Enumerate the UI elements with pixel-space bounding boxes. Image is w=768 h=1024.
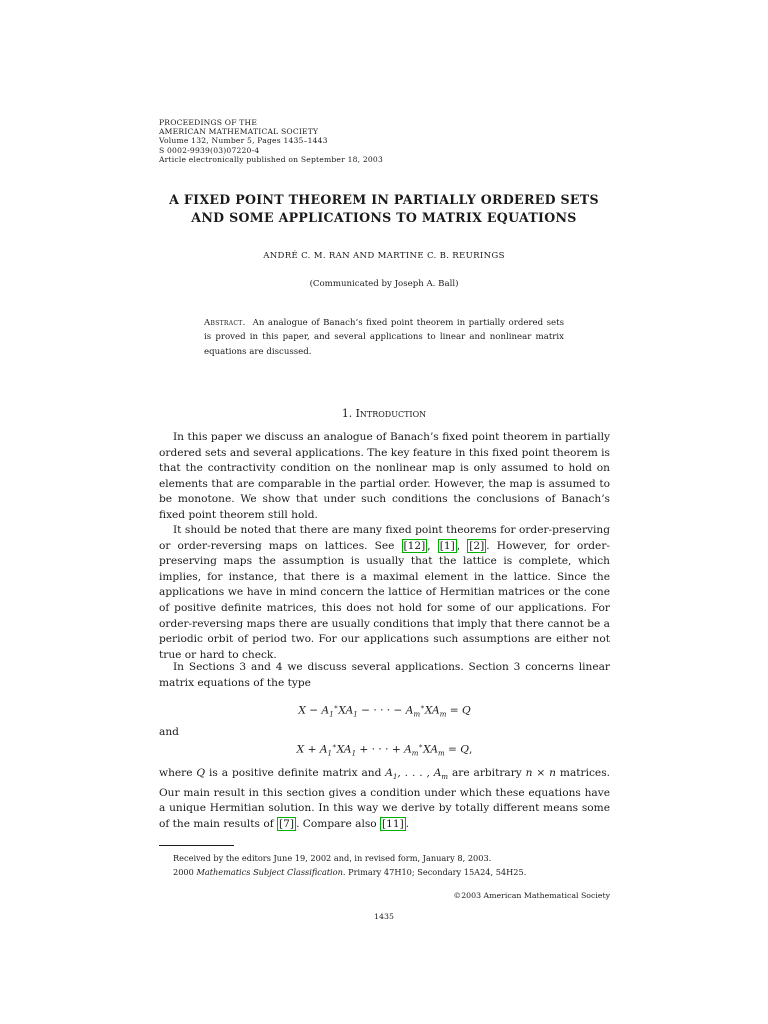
journal-masthead (159, 118, 559, 164)
equation-linear-minus: $X - A_1^∗XA_1$ − · · · − $A_m^∗XA_m = Q$ (298, 703, 471, 719)
citation-link[interactable]: [2] (469, 539, 485, 552)
title-line: A FIXED POINT THEOREM IN PARTIALLY ORDERED SETS (169, 192, 599, 207)
citation-link[interactable]: [7] (279, 817, 295, 830)
abstract-text: An analogue of Banach’s fixed point theorem in partially ordered sets is proved in this paper, and several applications to linear and nonlinear matrix equations are discussed. (204, 318, 564, 357)
abstract-label: Abstract. (204, 318, 246, 328)
communicated-by: (Communicated by Joseph A. Ball) (309, 279, 459, 289)
section-heading: 1. Introduction (341, 407, 427, 420)
body-paragraph: where Q is a positive definite matrix and $A_1$, . . . , $A_m$ are arbitrary n × n matrices. Our main result in this section gives a condition under which these equations have a unique Hermitian solution. In this way we derive by totally different means some of the main results of [7] . Compare also [11] . (159, 767, 610, 830)
citation-link[interactable]: [1] (439, 539, 455, 552)
masthead-line: Article electronically published on September 18, 2003 (159, 154, 383, 164)
footnotes (159, 852, 610, 879)
title-line: AND SOME APPLICATIONS TO MATRIX EQUATIONS (191, 210, 577, 225)
citation-link[interactable]: [12] (403, 539, 426, 552)
connector-text: and (159, 726, 179, 738)
body-paragraph: It should be noted that there are many fixed point theorems for order-preserving or order-reversing maps on lattices. See [12] , [1] , [2] . However, for order-preserving maps the assumption is usually that the lattice is complete, which implies, for instance, that there is a maximal element in the lattice. Since the applications we have in mind concern the lattice of Hermitian matrices or the cone of positive definite matrices, this does not hold for some of our applications. For order-reversing maps there are usually conditions that imply that there cannot be a periodic orbit of period two. For our applications such assumptions are either not true or hard to check. (159, 524, 610, 661)
body-paragraph: In this paper we discuss an analogue of Banach’s fixed point theorem in partially ordered sets and several applications. The key feature in this fixed point theorem is that the contractivity condition on the nonlinear map is only assumed to hold on elements that are comparable in the partial order. However, the map is assumed to be monotone. We show that under such conditions the conclusions of Banach’s fixed point theorem still hold. (159, 431, 610, 521)
footnote-rule (159, 845, 234, 846)
masthead-line: PROCEEDINGS OF THE (159, 118, 258, 127)
masthead-line: AMERICAN MATHEMATICAL SOCIETY (159, 127, 319, 137)
paper-authors: ANDRÉ C. M. RAN AND MARTINE C. B. REURINGS (263, 251, 505, 261)
footnote-received: Received by the editors June 19, 2002 and, in revised form, January 8, 2003. (173, 853, 492, 863)
footnote-msc: 2000 Mathematics Subject Classification. Primary 47H10; Secondary 15A24, 54H25. (173, 866, 527, 877)
copyright-notice: ©2003 American Mathematical Society (453, 891, 610, 900)
masthead-line: Volume 132, Number 5, Pages 1435–1443 (159, 136, 328, 146)
equation-linear-plus: $X + A_1^∗XA_1$ + · · · + $A_m^∗XA_m = Q$, (296, 742, 473, 758)
masthead-line: S 0002-9939(03)07220-4 (159, 145, 260, 155)
page-number: 1435 (374, 912, 394, 921)
body-paragraph: In Sections 3 and 4 we discuss several applications. Section 3 concerns linear matrix equations of the type (159, 661, 610, 689)
citation-link[interactable]: [11] (382, 817, 404, 830)
abstract (204, 316, 564, 359)
paper-title (100, 191, 668, 227)
